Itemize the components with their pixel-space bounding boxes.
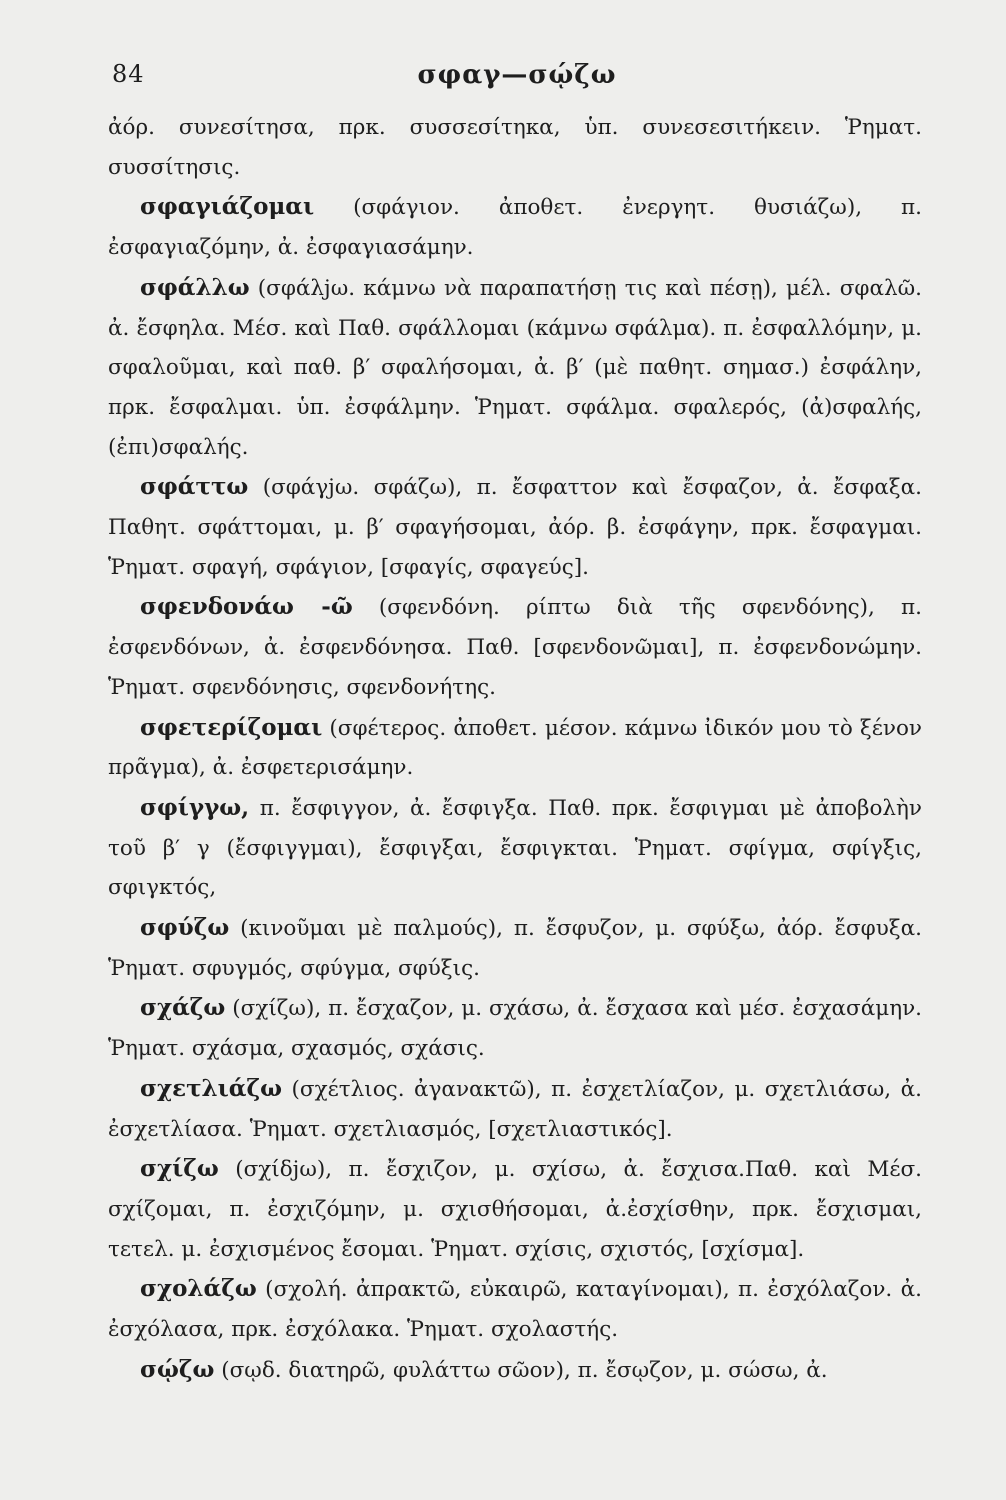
- entry-lemma: σφενδονάω -ῶ: [140, 593, 353, 621]
- entry-text: (σφάλjω. κάμνω νὰ παραπατήσῃ τις καὶ πέσῃ), μέλ. σφαλῶ. ἀ. ἔσφηλα. Μέσ. καὶ Παθ. σφάλλομαι (κάμνω σφάλμα). π. ἐσφαλλόμην, μ. σφαλοῦμαι, καὶ παθ. β′ σφαλήσομαι, ἀ. β′ (μὲ παθητ. σημασ.) ἐσφάλην, πρκ. ἔσφαλμαι. ὑπ. ἐσφάλμην. Ῥηματ. σφάλμα. σφαλερός, (ἀ)σφαλής, (ἐπι)σφαλής.: [108, 275, 922, 460]
- entry-lemma: σχολάζω: [140, 1275, 257, 1303]
- entry-text: (κινοῦμαι μὲ παλμούς), π. ἔσφυζον, μ. σφύξω, ἀόρ. ἔσφυξα. Ῥηματ. σφυγμός, σφύγμα, σφύξις.: [108, 916, 922, 981]
- entry-lemma: σφάλλω: [140, 273, 250, 301]
- entry-lemma: σφίγγω,: [140, 793, 250, 821]
- dictionary-entry: [108, 268, 922, 468]
- entry-text: (σχίδjω), π. ἔσχιζον, μ. σχίσω, ἀ. ἔσχισα.Παθ. καὶ Μέσ. σχίζομαι, π. ἐσχιζόμην, μ. σχισθήσομαι, ἀ.ἐσχίσθην, πρκ. ἔσχισμαι, τετελ. μ. ἐσχισμένος ἔσομαι. Ῥηματ. σχίσις, σχιστός, [σχίσμα].: [108, 1157, 922, 1262]
- entry-text: (σχίζω), π. ἔσχαζον, μ. σχάσω, ἀ. ἔσχασα καὶ μέσ. ἐσχασάμην. Ῥηματ. σχάσμα, σχασμός, σχάσις.: [108, 996, 922, 1062]
- dictionary-entries: [108, 108, 922, 1391]
- dictionary-entry: [108, 788, 922, 908]
- entry-lemma: σφύζω: [140, 914, 230, 942]
- dictionary-entry: [108, 1350, 922, 1391]
- entry-text: (σχέτλιος. ἀγανακτῶ), π. ἐσχετλίαζον, μ. σχετλιάσω, ἀ. ἐσχετλίασα. Ῥηματ. σχετλιασμός, [σχετλιαστικός].: [108, 1076, 922, 1142]
- dictionary-entry: [108, 1149, 922, 1269]
- page-header: [112, 56, 922, 96]
- entry-lemma: σφαγιάζομαι: [140, 193, 315, 221]
- entry-lemma: σφετερίζομαι: [140, 713, 323, 741]
- entry-lemma: σχετλιάζω: [140, 1074, 283, 1102]
- entry-text: (σχολή. ἀπρακτῶ, εὐκαιρῶ, καταγίνομαι), π. ἐσχόλαζον. ἀ. ἐσχόλασα, πρκ. ἐσχόλακα. Ῥηματ. σχολαστής.: [108, 1277, 922, 1343]
- entry-text: (σῳδ. διατηρῶ, φυλάττω σῶον), π. ἔσῳζον, μ. σώσω, ἀ.: [214, 1357, 828, 1383]
- entry-text: (σφάγjω. σφάζω), π. ἔσφαττον καὶ ἔσφαζον, ἀ. ἔσφαξα. Παθητ. σφάττομαι, μ. β′ σφαγήσομαι, ἀόρ. β. ἐσφάγην, πρκ. ἔσφαγμαι. Ῥηματ. σφαγή, σφάγιον, [σφαγίς, σφαγεύς].: [108, 475, 922, 580]
- dictionary-entry: [108, 908, 922, 988]
- entry-lemma: σφάττω: [140, 473, 249, 501]
- entry-text: (σφάγιον. ἀποθετ. ἐνεργητ. θυσιάζω), π. ἐσφαγιαζόμην, ἀ. ἐσφαγιασάμην.: [108, 195, 922, 261]
- dictionary-entry: [108, 1069, 922, 1149]
- dictionary-entry: [108, 708, 922, 788]
- entry-lemma: σχάζω: [140, 994, 226, 1022]
- dictionary-entry: [108, 1269, 922, 1349]
- entry-lemma: σῴζω: [140, 1355, 215, 1383]
- page-number: 84: [112, 60, 145, 88]
- dictionary-entry: [108, 187, 922, 267]
- dictionary-entry-continuation: [108, 108, 922, 187]
- running-head: σφαγ—σῴζω: [417, 60, 617, 90]
- dictionary-entry: [108, 988, 922, 1068]
- entry-text: (σφενδόνη. ρίπτω διὰ τῆς σφενδόνης), π. ἐσφενδόνων, ἀ. ἐσφενδόνησα. Παθ. [σφενδονῶμαι], π. ἐσφενδονώμην. Ῥηματ. σφενδόνησις, σφενδονήτης.: [108, 595, 922, 700]
- entry-lemma: σχίζω: [140, 1155, 219, 1183]
- dictionary-entry: [108, 587, 922, 707]
- entry-text: (σφέτερος. ἀποθετ. μέσον. κάμνω ἰδικόν μου τὸ ξένον πρᾶγμα), ἀ. ἐσφετερισάμην.: [108, 715, 922, 781]
- entry-text: π. ἔσφιγγον, ἀ. ἔσφιγξα. Παθ. πρκ. ἔσφιγμαι μὲ ἀποβολὴν τοῦ β′ γ (ἔσφιγγμαι), ἔσφιγξαι, ἔσφιγκται. Ῥηματ. σφίγμα, σφίγξις, σφιγκτός,: [108, 795, 922, 901]
- dictionary-entry: [108, 467, 922, 587]
- entry-text: ἀόρ. συνεσίτησα, πρκ. συσσεσίτηκα, ὑπ. συνεσεσιτήκειν. Ῥηματ. συσσίτησις.: [108, 115, 922, 180]
